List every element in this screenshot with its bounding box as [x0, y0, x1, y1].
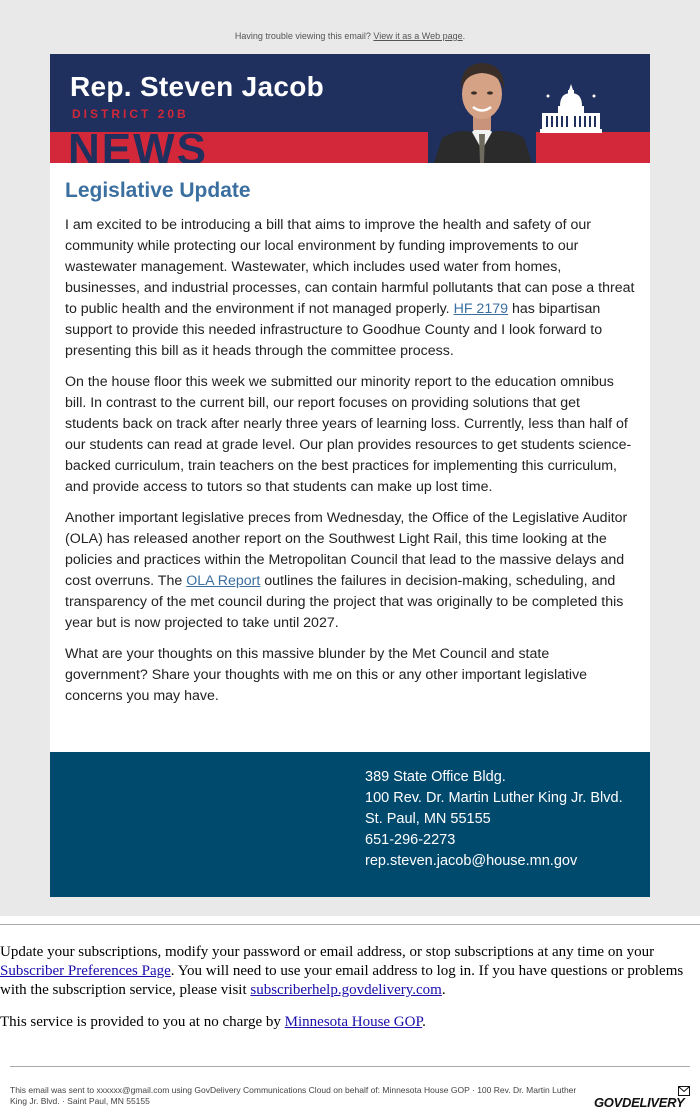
web-page-link[interactable]: View it as a Web page: [373, 31, 463, 41]
top-notice-text: Having trouble viewing this email?: [234, 31, 371, 41]
article-body: [65, 215, 635, 717]
govdelivery-logo[interactable]: [594, 1086, 690, 1112]
contact-address: [365, 767, 623, 872]
paragraph-3: Another important legislative preces from Wednesday, the Office of the Legislative Auditor (OLA) has released another report on the Southwest Light Rail, this time looking at the policies and practices within the Metropolitan Council that lead to the massive delays and cost overruns. The OLA Report outlines the failures in decision-making, scheduling, and transparency of the met council during the project that was originally to be completed this year but is now projected to take until 2027.: [65, 510, 628, 631]
representative-photo: [428, 54, 536, 163]
paragraph-2: On the house floor this week we submitted our minority report to the education omnibus bill. In contrast to the current bill, our report focuses on providing solutions that get students back on track after nearly three years of learning loss. Currently, less than half of our students can read at grade level. Our plan provides resources to get students science-backed curriculum, train teachers on the best practices for implementing this curriculum, and provide access to tutors so that students can make up lost time.: [65, 374, 632, 495]
address-line-1: 389 State Office Bldg.: [365, 769, 506, 785]
contact-email: rep.steven.jacob@house.mn.gov: [365, 853, 578, 869]
govdelivery-logo-text: GOVDELIVERY: [594, 1095, 685, 1110]
ola-report-link[interactable]: OLA Report: [186, 573, 261, 589]
top-notice: Having trouble viewing this email? View it as a Web page.: [234, 31, 466, 41]
provider-link[interactable]: Minnesota House GOP: [284, 1014, 423, 1030]
news-label: NEWS: [68, 125, 208, 163]
capitol-icon: [538, 80, 604, 136]
footer-divider: [10, 1066, 690, 1067]
subscriber-preferences-link[interactable]: Subscriber Preferences Page: [0, 963, 171, 979]
address-line-2: 100 Rev. Dr. Martin Luther King Jr. Blvd.: [365, 790, 623, 806]
paragraph-4: What are your thoughts on this massive blunder by the Met Council and state government? Share your thoughts with me on this or any other important legislative concerns you may have.: [65, 646, 588, 704]
page-title: Legislative Update: [65, 179, 251, 202]
representative-name: Rep. Steven Jacob: [70, 71, 325, 102]
legislative-update-card: [50, 163, 650, 752]
paragraph-1: I am excited to be introducing a bill that aims to improve the health and safety of our community while protecting our local environment by funding improvements to our wastewater management. Wastewater, which includes used water from homes, businesses, and industrial processes, can contain harmful pollutants that can pose a threat to public health and the environment if not managed properly. HF 2179 has bipartisan support to provide this needed infrastructure to Goodhue County and I look forward to presenting this bill as it heads through the committee process.: [65, 217, 635, 359]
contact-footer: [50, 752, 650, 897]
divider: [0, 924, 700, 925]
address-line-3: St. Paul, MN 55155: [365, 811, 491, 827]
service-notice: This service is provided to you at no charge by Minnesota House GOP.: [0, 1014, 426, 1030]
hf-2179-link[interactable]: HF 2179: [453, 301, 508, 317]
subscriber-help-link[interactable]: subscriberhelp.govdelivery.com: [250, 982, 442, 998]
subscription-notice: Update your subscriptions, modify your password or email address, or stop subscriptions at any time on your Subscriber Preferences Page. You will need to use your email address to log in. If you have questions or problems with the subscription service, please visit subscriberhelp.govdelivery.com.: [0, 944, 684, 998]
contact-phone: 651-296-2273: [365, 832, 456, 848]
district-label: DISTRICT 20B: [72, 107, 189, 121]
header-banner: [50, 54, 650, 163]
fine-print: This email was sent to xxxxxx@gmail.com using GovDelivery Communications Cloud on behalf of: Minnesota House GOP · 100 Rev. Dr. Martin Luther King Jr. Blvd. · Saint Paul, MN 55155: [10, 1085, 577, 1106]
